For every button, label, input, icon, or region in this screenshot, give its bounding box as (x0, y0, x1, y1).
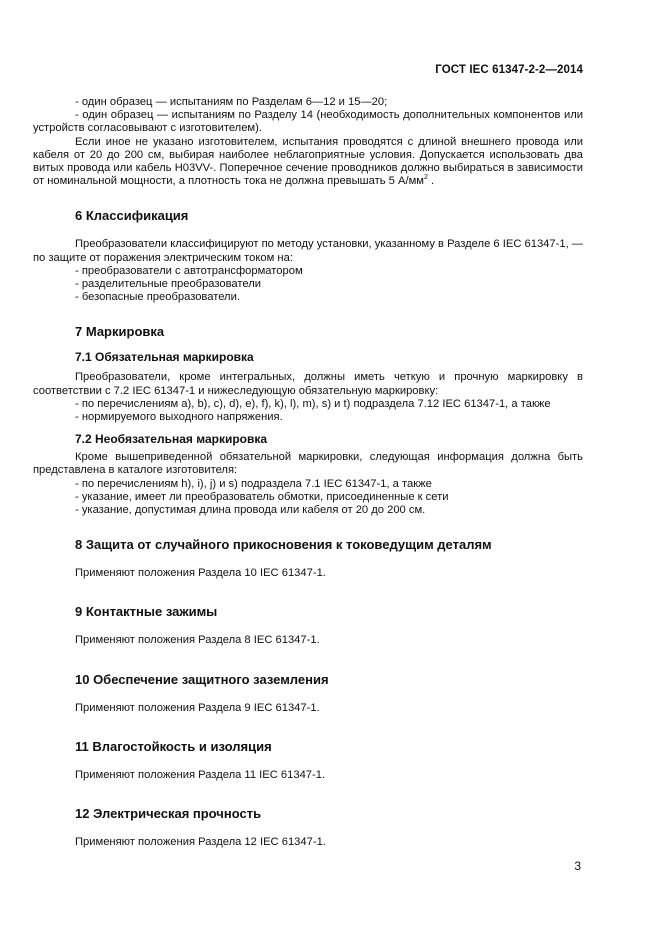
intro-paragraph-text: Если иное не указано изготовителем, испытания проводятся с длиной внешнего провода или кабеля от 20 до 200 см, выбирая наиболее неблагоприятные условия. Допускается использовать два витых провода или кабель H03VV-. Поперечное сечение проводников должно выбираться в зависимости от номинальной мощности, а плотность тока не должна превышать 5 А/мм (33, 135, 583, 188)
page-number: 3 (574, 859, 581, 873)
intro-paragraph-end: . (427, 175, 435, 188)
section-12-title: 12 Электрическая прочность (75, 806, 262, 822)
section-7-1-paragraph: Преобразователи, кроме интегральных, должны иметь четкую и прочную маркировку в соответствии с 7.2 IEC 61347-1 и нижеследующую обязательную маркировку: (33, 371, 583, 397)
section-6-title: 6 Классификация (75, 208, 189, 224)
section-7-2-title: 7.2 Необязательная маркировка (75, 432, 268, 447)
section-7-title: 7 Маркировка (75, 324, 165, 340)
intro-paragraph-sup: 2 (423, 174, 428, 182)
section-6-paragraph: Преобразователи классифицируют по методу установки, указанному в Разделе 6 IEC 61347-1, — по защите от поражения электрическим током на: (33, 238, 583, 264)
section-7-2-list-item: - указание, допустимая длина провода или кабеля от 20 до 200 см. (75, 504, 426, 517)
section-10-paragraph: Применяют положения Раздела 9 IEC 61347-1. (75, 701, 320, 714)
section-7-2-list-item: - по перечислениям h), i), j) и s) подраздела 7.1 IEC 61347-1, а также (75, 477, 432, 490)
page-content (33, 96, 583, 849)
section-6-list-item: - безопасные преобразователи. (75, 291, 240, 304)
section-11-title: 11 Влагостойкость и изоляция (75, 738, 272, 754)
section-7-1-list-item: - нормируемого выходного напряжения. (75, 411, 283, 424)
intro-paragraph (33, 136, 583, 189)
section-6-list-item: - преобразователи с автотрансформатором (75, 264, 303, 277)
section-8-title: 8 Защита от случайного прикосновения к токоведущим деталям (75, 537, 492, 553)
section-7-1-title: 7.1 Обязательная маркировка (75, 350, 254, 365)
section-7-2-list-item: - указание, имеет ли преобразователь обмотки, присоединенные к сети (75, 490, 449, 503)
section-10-title: 10 Обеспечение защитного заземления (75, 671, 329, 687)
section-11-paragraph: Применяют положения Раздела 11 IEC 61347-1. (75, 768, 326, 781)
intro-list-item: - один образец — испытаниям по Разделам 6—12 и 15—20; (75, 96, 388, 108)
section-8-paragraph: Применяют положения Раздела 10 IEC 61347-1. (75, 567, 326, 580)
standard-header: ГОСТ IEC 61347-2-2—2014 (435, 64, 583, 76)
section-7-2-paragraph: Кроме вышеприведенной обязательной маркировки, следующая информация должна быть представлена в каталоге изготовителя: (33, 451, 583, 477)
section-7-1-list-item: - по перечислениям a), b), c), d), e), f), k), l), m), s) и t) подраздела 7.12 IEC 61347-1, а также (75, 397, 551, 410)
intro-list-item: - один образец — испытаниям по Разделу 14 (необходимость дополнительных компонентов или устройств согласовывают с изготовителем). (33, 109, 583, 135)
section-6-list-item: - разделительные преобразователи (75, 278, 262, 291)
section-9-paragraph: Применяют положения Раздела 8 IEC 61347-1. (75, 634, 320, 647)
section-12-paragraph: Применяют положения Раздела 12 IEC 61347-1. (75, 836, 326, 849)
section-9-title: 9 Контактные зажимы (75, 604, 218, 620)
